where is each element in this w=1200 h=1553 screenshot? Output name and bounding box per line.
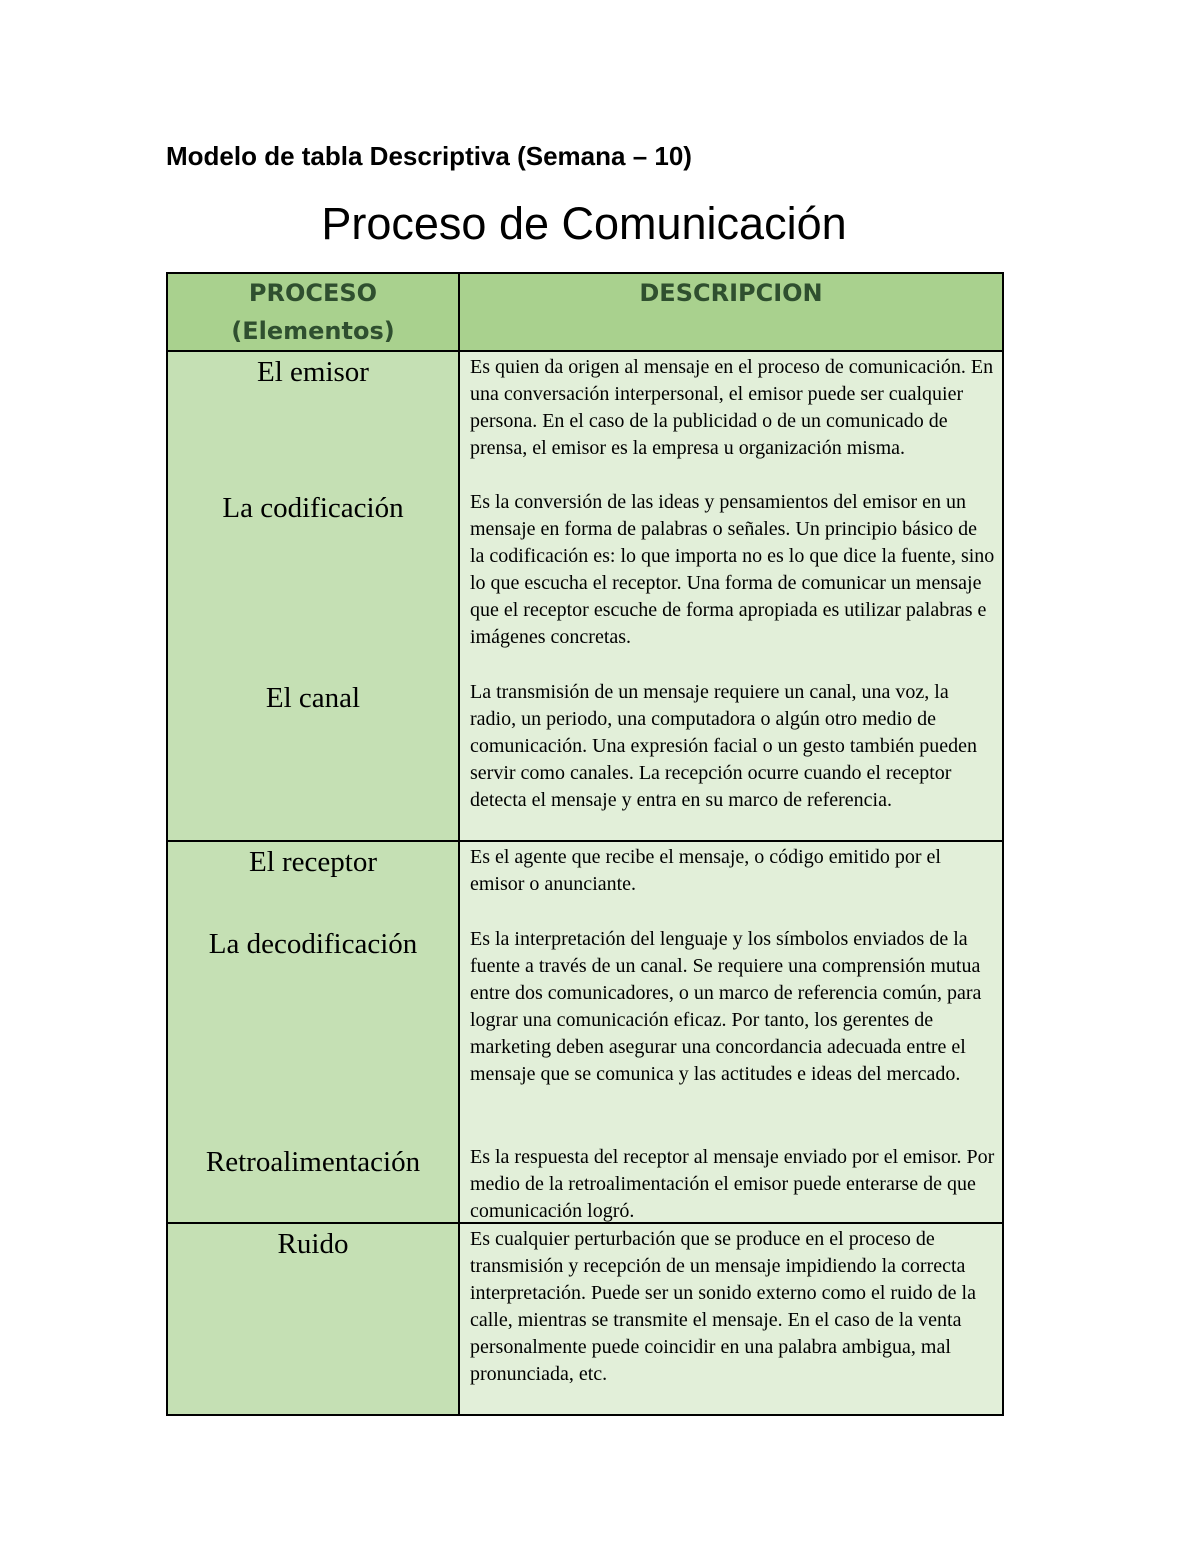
element-cell: [167, 351, 459, 841]
header-proceso: [167, 273, 459, 351]
element-description: Es quien da origen al mensaje en el proceso de comunicación. En una conversación interpersonal, el emisor puede ser cualquier persona. En el caso de la publicidad o de un comunicado de prensa, el emisor es la empresa u organización misma.: [470, 356, 994, 459]
element-name: El canal: [265, 682, 361, 714]
description-cell: [459, 1223, 1003, 1415]
element-name: Ruido: [277, 1228, 349, 1260]
element-description: Es la interpretación del lenguaje y los símbolos enviados de la fuente a través de un canal. Se requiere una comprensión mutua entre dos comunicadores, o un marco de referencia común, para lograr una comunicación eficaz. Por tanto, los gerentes de marketing deben asegurar una concordancia adecuada entre el mensaje que se comunica y las actitudes e ideas del mercado.: [470, 928, 982, 1085]
element-name: Retroalimentación: [205, 1146, 421, 1178]
table-row: [167, 841, 1003, 1223]
element-description: Es el agente que recibe el mensaje, o código emitido por el emisor o anunciante.: [470, 846, 941, 895]
header-proceso-line2: (Elementos): [231, 317, 395, 345]
element-name: El receptor: [248, 846, 377, 878]
element-description: Es cualquier perturbación que se produce en el proceso de transmisión y recepción de un mensaje impidiendo la correcta interpretación. Puede ser un sonido externo como el ruido de la calle, mientras se transmite el mensaje. En el caso de la venta personalmente puede coincidir en una palabra ambigua, mal pronunciada, etc.: [470, 1228, 976, 1385]
table-header-row: [167, 273, 1003, 351]
element-description: Es la respuesta del receptor al mensaje enviado por el emisor. Por medio de la retroalimentación el emisor puede enterarse de que comunicación logró.: [470, 1146, 995, 1222]
element-name: La decodificación: [208, 928, 418, 960]
document-heading: Modelo de tabla Descriptiva (Semana – 10): [166, 141, 692, 171]
element-cell: [167, 1223, 459, 1415]
header-descripcion: [459, 273, 1003, 351]
table-row: [167, 351, 1003, 841]
table-row: [167, 1223, 1003, 1415]
description-cell: [459, 351, 1003, 841]
process-table: [166, 272, 1004, 1416]
header-proceso-line1: PROCESO: [248, 279, 378, 307]
header-descripcion-label: DESCRIPCION: [639, 279, 823, 307]
element-description: Es la conversión de las ideas y pensamientos del emisor en un mensaje en forma de palabras o señales. Un principio básico de la codificación es: lo que importa no es lo que dice la fuente, sino lo que escucha el receptor. Una forma de comunicar un mensaje que el receptor escuche de forma apropiada es utilizar palabras e imágenes concretas.: [470, 491, 995, 648]
document-title: Proceso de Comunicación: [321, 198, 847, 249]
element-name: La codificación: [222, 492, 404, 524]
element-description: La transmisión de un mensaje requiere un canal, una voz, la radio, un periodo, una computadora o algún otro medio de comunicación. Una expresión facial o un gesto también pueden servir como canales. La recepción ocurre cuando el receptor detecta el mensaje y entra en su marco de referencia.: [470, 681, 978, 811]
element-cell: [167, 841, 459, 1223]
element-name: El emisor: [257, 356, 369, 388]
description-cell: [459, 841, 1003, 1223]
